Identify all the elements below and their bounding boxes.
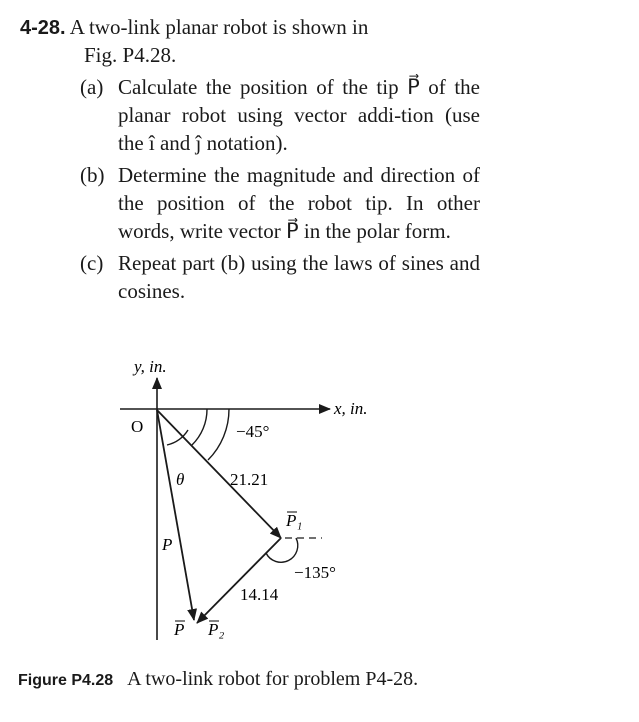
problem-title-line1: A two-link planar robot is shown in bbox=[69, 15, 369, 39]
problem-title-line2: Fig. P4.28. bbox=[84, 43, 177, 67]
x-axis-label: x, in. bbox=[334, 399, 368, 418]
y-axis-label: y, in. bbox=[134, 357, 167, 376]
angle-135-label: −135° bbox=[294, 563, 336, 582]
caption-tag: Figure P4.28 bbox=[18, 672, 114, 689]
link1-length-label: 21.21 bbox=[230, 470, 269, 489]
part-c-label: (c) bbox=[80, 251, 104, 275]
theta-label: θ bbox=[176, 470, 185, 489]
part-c bbox=[20, 249, 480, 305]
part-c-text: Repeat part (b) using the laws of sines and cosines. bbox=[118, 251, 480, 303]
part-b-text: Determine the magnitude and direction of the position of the robot tip. In other words, write vector P⃗ in the polar form. bbox=[118, 163, 480, 243]
p-label: P bbox=[162, 535, 173, 554]
vector-p1-label: P₁ bbox=[286, 511, 303, 530]
vector-p2 bbox=[197, 538, 281, 623]
problem-4-28 bbox=[20, 14, 480, 305]
angle-arc-45 bbox=[192, 409, 207, 445]
angle-arc-45-outer bbox=[208, 409, 229, 460]
link2-length-label: 14.14 bbox=[240, 585, 279, 604]
part-b bbox=[20, 161, 480, 245]
angle-45-label: −45° bbox=[236, 422, 270, 441]
vector-p2-label: P₂ bbox=[208, 620, 225, 639]
figure-caption bbox=[18, 668, 418, 691]
robot-figure bbox=[0, 340, 639, 660]
angle-arc-135 bbox=[266, 538, 298, 562]
caption-text: A two-link robot for problem P4-28. bbox=[127, 668, 419, 690]
problem-heading bbox=[20, 14, 480, 42]
origin-label: O bbox=[131, 417, 144, 436]
part-b-label: (b) bbox=[80, 163, 105, 187]
part-a-text: Calculate the position of the tip P⃗ of the planar robot using vector addi-tion (use the î and ĵ notation). bbox=[118, 75, 480, 155]
part-a-label: (a) bbox=[80, 75, 104, 99]
problem-number: 4-28. bbox=[20, 17, 66, 39]
vector-p-label: P bbox=[174, 620, 185, 639]
part-a bbox=[20, 73, 480, 157]
